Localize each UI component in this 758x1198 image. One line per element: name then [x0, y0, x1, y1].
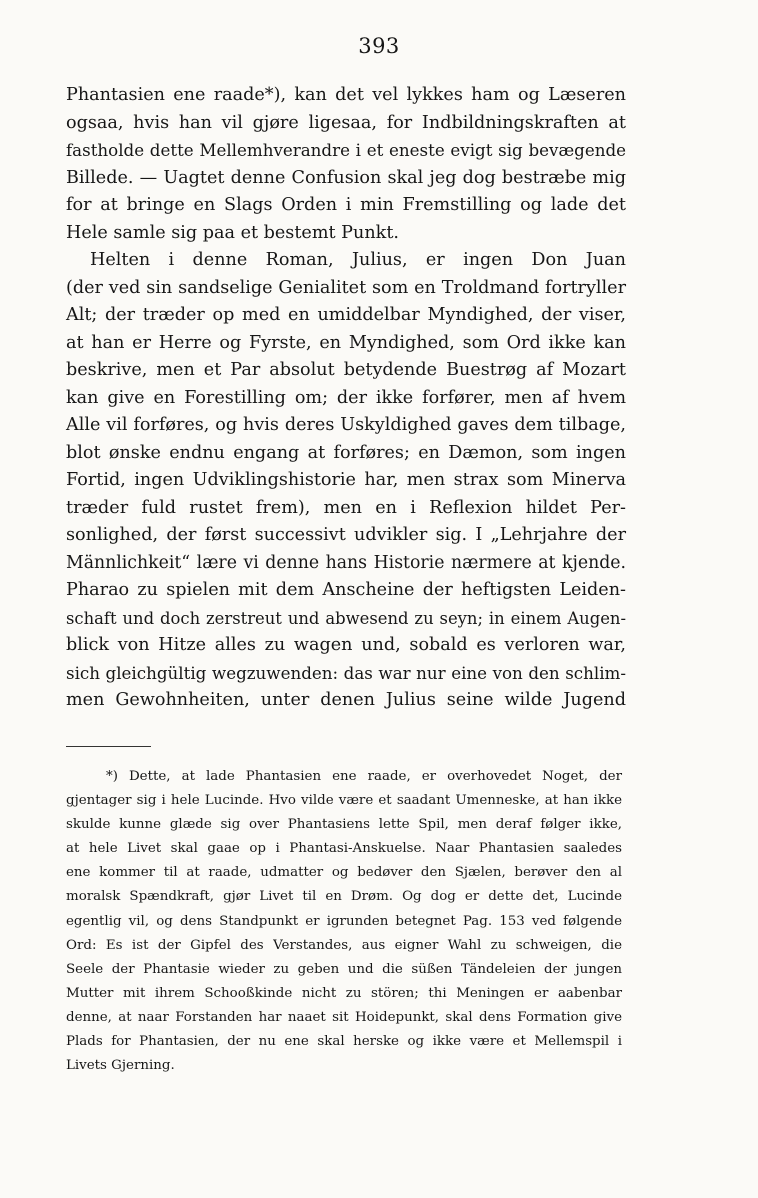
text-line: Helten i denne Roman, Julius, er ingen Don Juan [90, 250, 626, 270]
text-line: blick von Hitze alles zu wagen und, sobald es verloren war, [66, 635, 626, 655]
text-line: beskrive, men et Par absolut betydende Buestrøg af Mozart [66, 360, 626, 380]
text-line: Alt; der træder op med en umiddelbar Myndighed, der viser, [66, 305, 626, 325]
text-line: ogsaa, hvis han vil gjøre ligesaa, for Indbildningskraften at [66, 112, 626, 133]
footnote-line: moralsk Spændkraft, gjør Livet til en Drøm. Og dog er dette det, Lucinde [66, 889, 622, 905]
footnote-line: at hele Livet skal gaae op i Phantasi-Anskuelse. Naar Phantasien saaledes [66, 841, 622, 857]
text-line: Billede. — Uagtet denne Confusion skal jeg dog bestræbe mig [66, 167, 626, 188]
text-line: schaft und doch zerstreut und abwesend zu seyn; in einem Augen- [66, 608, 626, 628]
footnote-line: Livets Gjerning. [66, 1058, 175, 1074]
text-line: Phantasien ene raade*), kan det vel lykkes ham og Læseren [66, 85, 626, 105]
text-line: men Gewohnheiten, unter denen Julius seine wilde Jugend [66, 690, 626, 710]
text-line: træder fuld rustet frem), men en i Reflexion hildet Per- [66, 497, 626, 518]
text-line: for at bringe en Slags Orden i min Fremstilling og lade det [66, 195, 626, 215]
page-number: 393 [358, 34, 400, 58]
footnote-line: Mutter mit ihrem Schooßkinde nicht zu stören; thi Meningen er aabenbar [66, 985, 622, 1001]
body-text [66, 82, 626, 715]
footnote-line: Ord: Es ist der Gipfel des Verstandes, aus eigner Wahl zu schweigen, die [66, 937, 622, 953]
text-line: fastholde dette Mellemhverandre i et eneste evigt sig bevægende [66, 140, 626, 160]
text-line: sonlighed, der først successivt udvikler sig. I „Lehrjahre der [66, 525, 626, 545]
text-line: Hele samle sig paa et bestemt Punkt. [66, 222, 399, 243]
text-line: kan give en Forestilling om; der ikke forfører, men af hvem [66, 387, 626, 408]
text-line: blot ønske endnu engang at forføres; en Dæmon, som ingen [66, 442, 626, 463]
text-line: at han er Herre og Fyrste, en Myndighed, som Ord ikke kan [66, 332, 626, 353]
text-line: Pharao zu spielen mit dem Anscheine der heftigsten Leiden- [66, 580, 626, 600]
footnote-divider [66, 746, 151, 747]
footnote-line: *) Dette, at lade Phantasien ene raade, er overhovedet Noget, der [106, 769, 622, 784]
footnote-line: skulde kunne glæde sig over Phantasiens lette Spil, men deraf følger ikke, [66, 817, 622, 833]
text-line: Männlichkeit“ lære vi denne hans Historie nærmere at kjende. [66, 552, 626, 573]
footnote-line: Seele der Phantasie wieder zu geben und die süßen Tändeleien der jungen [66, 961, 622, 977]
footnote-line: Plads for Phantasien, der nu ene skal herske og ikke være et Mellemspil i [66, 1034, 622, 1050]
text-line: Alle vil forføres, og hvis deres Uskyldighed gaves dem tilbage, [66, 415, 626, 435]
text-line: (der ved sin sandselige Genialitet som en Troldmand fortryller [66, 277, 626, 298]
footnote-line: denne, at naar Forstanden har naaet sit Hoidepunkt, skal dens Formation give [66, 1009, 622, 1025]
footnotes [66, 765, 622, 1078]
text-line: Fortid, ingen Udviklingshistorie har, men strax som Minerva [66, 470, 626, 490]
footnote-line: ene kommer til at raade, udmatter og bedøver den Sjælen, berøver den al [66, 865, 622, 881]
text-line: sich gleichgültig wegzuwenden: das war nur eine von den schlim- [66, 662, 626, 683]
footnote-line: egentlig vil, og dens Standpunkt er igrunden betegnet Pag. 153 ved følgende [66, 913, 622, 929]
footnote-line: gjentager sig i hele Lucinde. Hvo vilde være et saadant Umenneske, at han ikke [66, 793, 622, 809]
